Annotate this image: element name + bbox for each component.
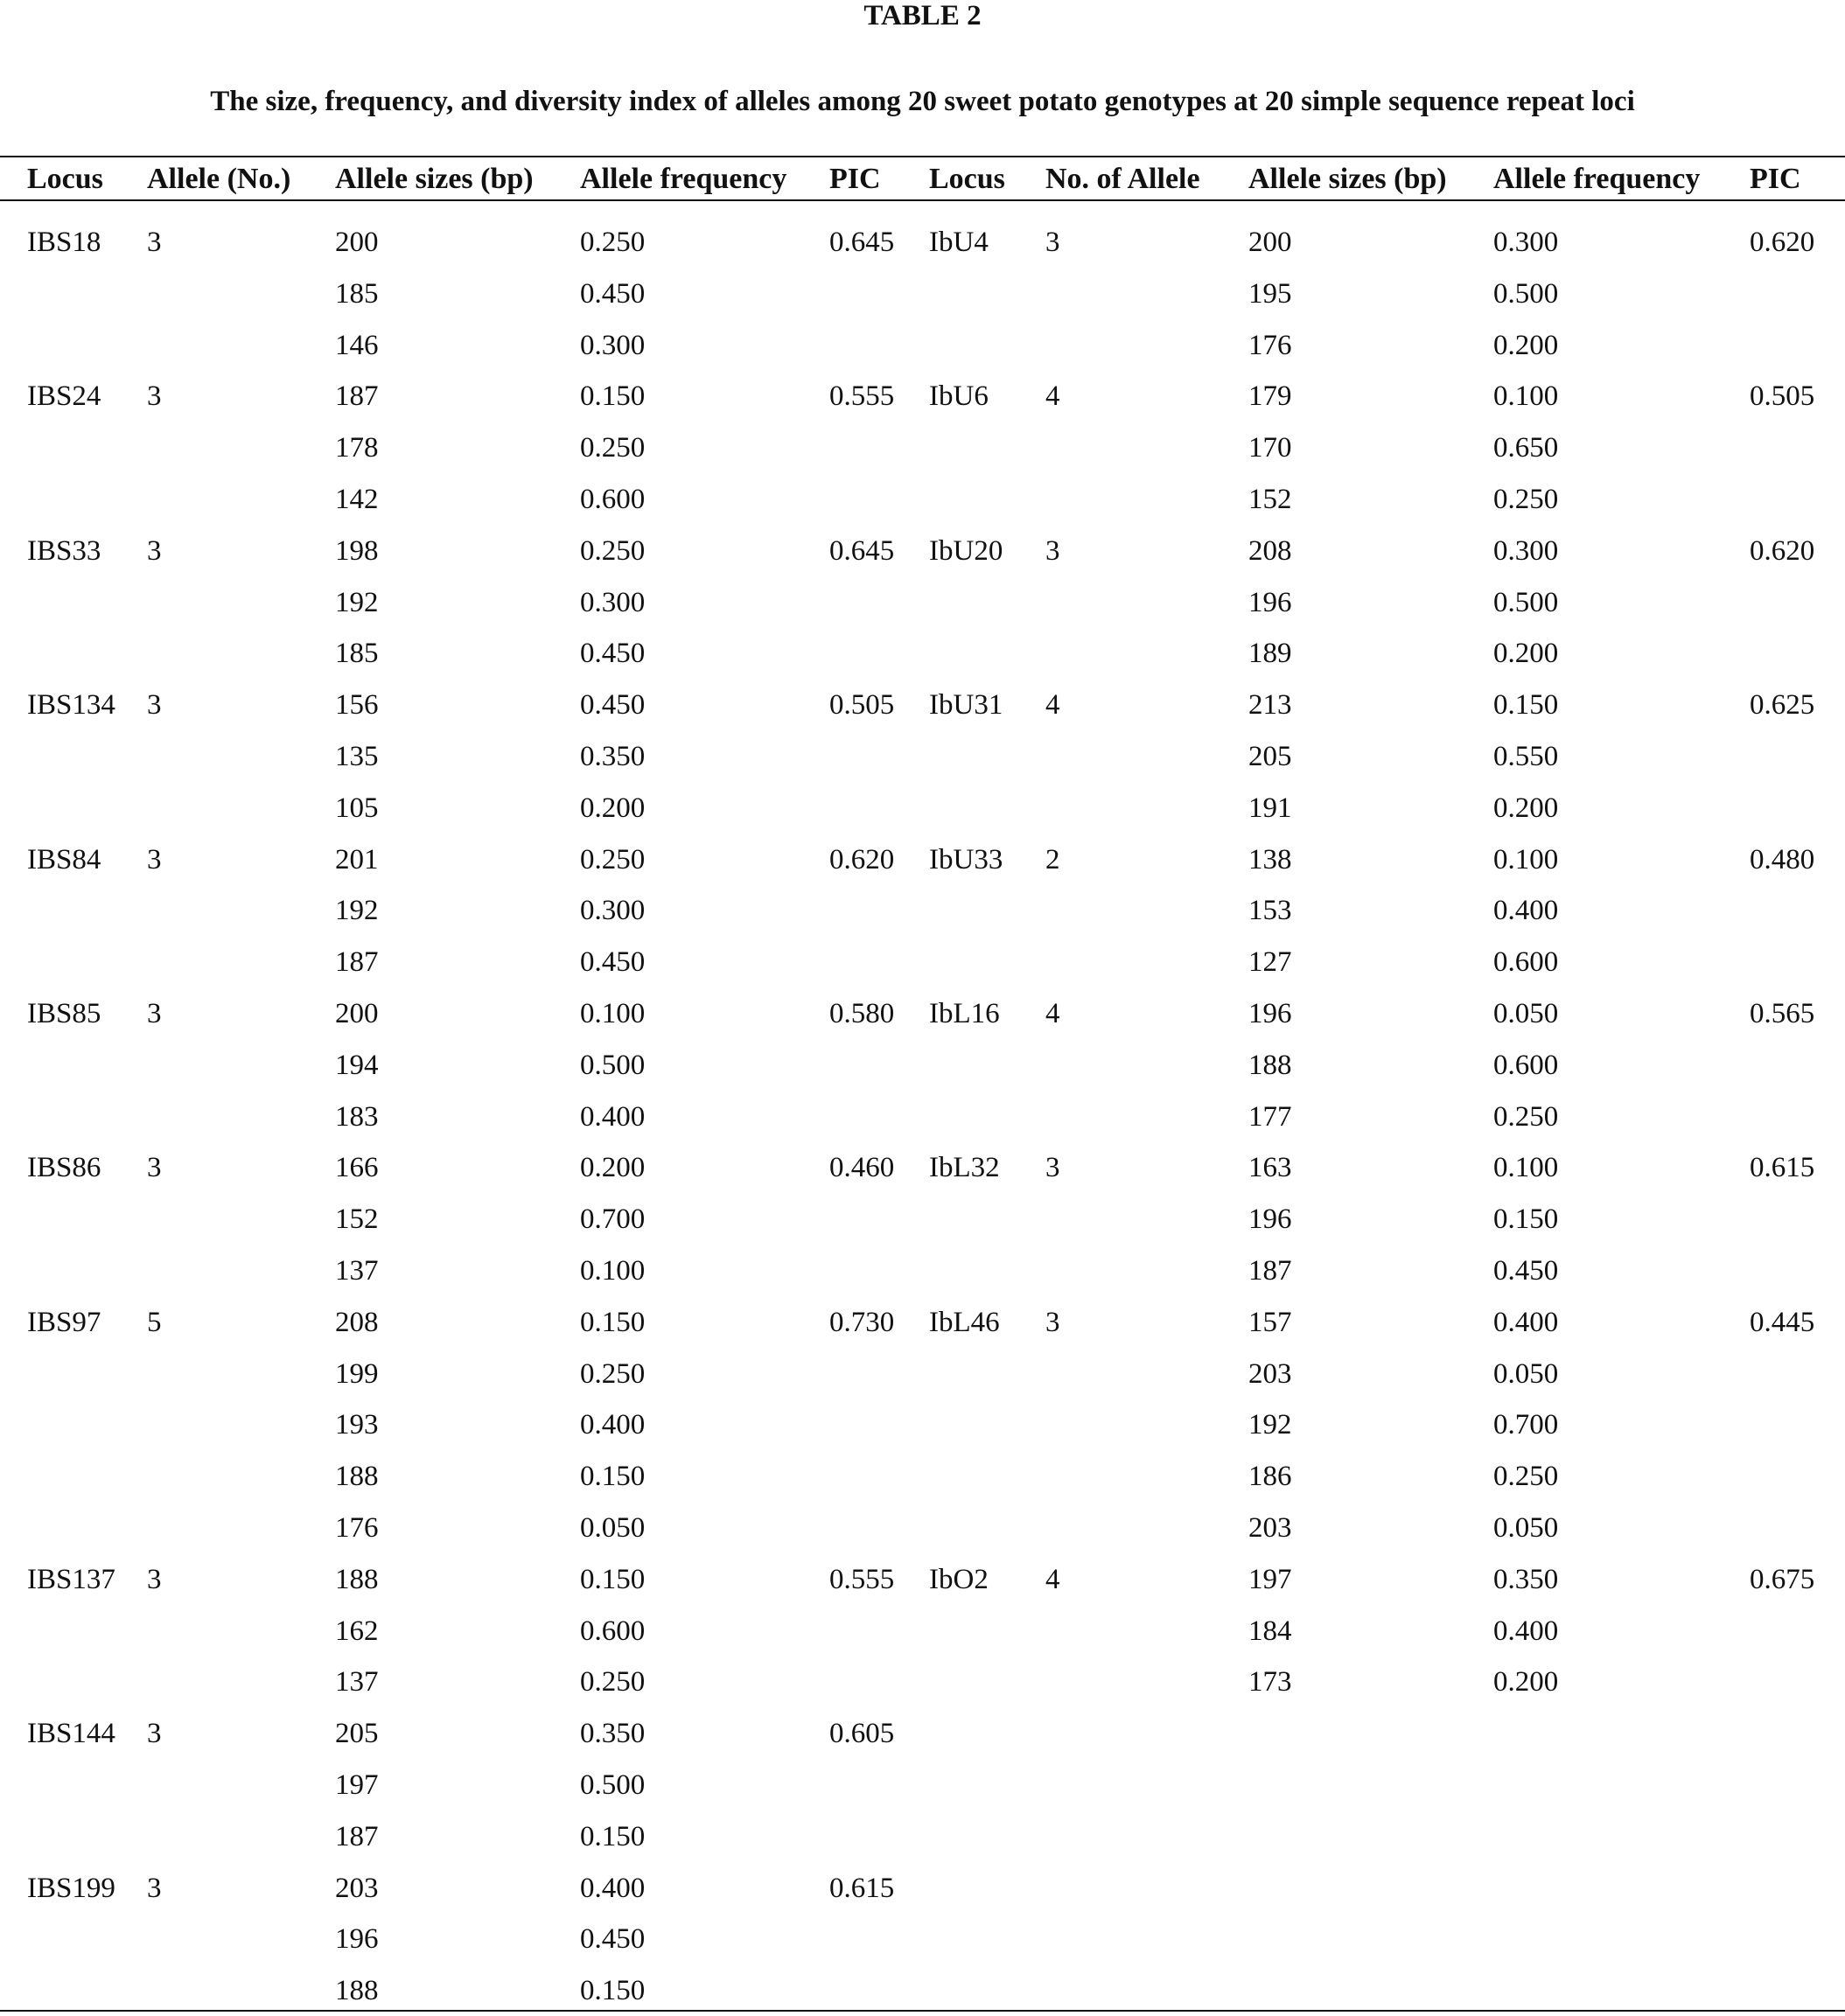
cell-locus: IBS85 — [27, 998, 101, 1029]
cell-allele-frequency: 0.600 — [580, 484, 646, 515]
cell-allele-size: 208 — [335, 1306, 379, 1338]
cell-allele-size: 199 — [335, 1357, 379, 1390]
cell-allele-size-2: 188 — [1248, 1049, 1292, 1081]
cell-locus: IBS97 — [27, 1306, 101, 1338]
cell-allele-size: 185 — [335, 277, 379, 310]
cell-locus: IBS24 — [27, 380, 101, 413]
header-allele-frequency-2: Allele frequency — [1493, 163, 1701, 195]
cell-allele-frequency: 0.100 — [580, 998, 646, 1029]
cell-allele-size: 188 — [335, 1461, 379, 1493]
cell-allele-size: 166 — [335, 1152, 379, 1184]
cell-allele-frequency-2: 0.200 — [1493, 638, 1559, 670]
cell-allele-frequency: 0.050 — [580, 1512, 646, 1544]
cell-allele-size-2: 196 — [1248, 1203, 1292, 1236]
cell-allele-frequency: 0.500 — [580, 1049, 646, 1081]
cell-allele-frequency-2: 0.350 — [1493, 1563, 1559, 1595]
cell-pic: 0.645 — [829, 534, 895, 567]
cell-pic-2: 0.480 — [1750, 843, 1815, 875]
cell-allele-no: 3 — [147, 1152, 162, 1184]
cell-pic: 0.730 — [829, 1306, 895, 1338]
cell-allele-no: 3 — [147, 534, 162, 567]
cell-allele-size-2: 195 — [1248, 277, 1292, 310]
cell-allele-size-2: 138 — [1248, 843, 1292, 875]
cell-allele-frequency-2: 0.600 — [1493, 1049, 1559, 1081]
cell-allele-size-2: 187 — [1248, 1255, 1292, 1287]
cell-no-of-allele: 4 — [1045, 1563, 1060, 1595]
cell-no-of-allele: 3 — [1045, 1306, 1060, 1338]
cell-allele-size-2: 153 — [1248, 895, 1292, 927]
cell-allele-size: 188 — [335, 1563, 379, 1595]
cell-locus-2: IbU31 — [929, 689, 1003, 722]
cell-allele-frequency: 0.250 — [580, 227, 646, 258]
cell-pic: 0.555 — [829, 380, 895, 413]
cell-allele-no: 3 — [147, 380, 162, 413]
cell-allele-size-2: 189 — [1248, 638, 1292, 670]
cell-allele-size: 137 — [335, 1666, 379, 1699]
cell-pic: 0.605 — [829, 1718, 895, 1750]
cell-allele-frequency: 0.350 — [580, 741, 646, 772]
cell-pic: 0.620 — [829, 843, 895, 875]
cell-pic: 0.645 — [829, 227, 895, 258]
cell-allele-size-2: 203 — [1248, 1512, 1292, 1544]
cell-allele-size: 162 — [335, 1615, 379, 1647]
cell-allele-frequency: 0.250 — [580, 534, 646, 567]
cell-allele-size: 187 — [335, 380, 379, 413]
cell-allele-size-2: 203 — [1248, 1357, 1292, 1390]
cell-allele-frequency-2: 0.400 — [1493, 895, 1559, 927]
cell-allele-frequency-2: 0.150 — [1493, 1203, 1559, 1236]
table-label: TABLE 2 — [863, 0, 982, 31]
cell-allele-size-2: 186 — [1248, 1461, 1292, 1493]
cell-allele-frequency-2: 0.300 — [1493, 227, 1559, 258]
cell-allele-frequency-2: 0.500 — [1493, 586, 1559, 618]
cell-allele-size-2: 191 — [1248, 792, 1292, 824]
cell-allele-frequency: 0.450 — [580, 689, 646, 722]
cell-allele-no: 3 — [147, 843, 162, 875]
cell-allele-frequency: 0.500 — [580, 1769, 646, 1801]
cell-no-of-allele: 3 — [1045, 227, 1060, 258]
cell-allele-frequency-2: 0.400 — [1493, 1615, 1559, 1647]
cell-allele-size-2: 176 — [1248, 329, 1292, 361]
cell-allele-size: 205 — [335, 1718, 379, 1750]
cell-locus: IBS18 — [27, 227, 101, 258]
cell-locus: IBS134 — [27, 689, 115, 722]
cell-allele-frequency: 0.250 — [580, 1666, 646, 1699]
cell-allele-frequency: 0.450 — [580, 277, 646, 310]
cell-allele-frequency: 0.250 — [580, 1357, 646, 1390]
cell-allele-frequency: 0.400 — [580, 1100, 646, 1133]
cell-locus: IBS84 — [27, 843, 101, 875]
cell-allele-size: 152 — [335, 1203, 379, 1236]
cell-allele-size: 201 — [335, 843, 379, 875]
cell-allele-size: 137 — [335, 1255, 379, 1287]
cell-pic-2: 0.615 — [1750, 1152, 1815, 1184]
cell-allele-size: 192 — [335, 586, 379, 618]
cell-allele-frequency-2: 0.600 — [1493, 946, 1559, 979]
cell-allele-no: 3 — [147, 1563, 162, 1595]
cell-pic: 0.580 — [829, 998, 895, 1029]
cell-allele-no: 3 — [147, 1872, 162, 1904]
cell-allele-size: 178 — [335, 432, 379, 464]
cell-allele-size-2: 184 — [1248, 1615, 1292, 1647]
cell-pic-2: 0.565 — [1750, 998, 1815, 1029]
cell-allele-size: 192 — [335, 895, 379, 927]
cell-allele-frequency-2: 0.500 — [1493, 277, 1559, 310]
cell-allele-size-2: 205 — [1248, 741, 1292, 772]
cell-allele-size-2: 152 — [1248, 484, 1292, 515]
cell-locus-2: IbU6 — [929, 380, 989, 413]
header-allele-sizes: Allele sizes (bp) — [335, 163, 534, 195]
cell-allele-size-2: 163 — [1248, 1152, 1292, 1184]
cell-locus: IBS199 — [27, 1872, 115, 1904]
cell-allele-frequency-2: 0.050 — [1493, 1512, 1559, 1544]
cell-pic: 0.555 — [829, 1563, 895, 1595]
cell-allele-frequency-2: 0.050 — [1493, 1357, 1559, 1390]
cell-allele-no: 3 — [147, 1718, 162, 1750]
cell-allele-frequency: 0.150 — [580, 1306, 646, 1338]
cell-locus-2: IbU20 — [929, 534, 1003, 567]
cell-allele-size: 198 — [335, 534, 379, 567]
cell-allele-size: 200 — [335, 998, 379, 1029]
cell-no-of-allele: 4 — [1045, 998, 1060, 1029]
cell-allele-frequency-2: 0.450 — [1493, 1255, 1559, 1287]
header-allele-no: Allele (No.) — [147, 163, 291, 195]
cell-allele-frequency-2: 0.700 — [1493, 1409, 1559, 1441]
cell-locus-2: IbU33 — [929, 843, 1003, 875]
cell-allele-size: 185 — [335, 638, 379, 670]
cell-allele-size: 146 — [335, 329, 379, 361]
header-locus: Locus — [27, 163, 103, 195]
cell-locus-2: IbL46 — [929, 1306, 1000, 1338]
header-allele-frequency: Allele frequency — [580, 163, 787, 195]
cell-locus-2: IbL32 — [929, 1152, 1000, 1184]
cell-allele-frequency-2: 0.100 — [1493, 1152, 1559, 1184]
cell-allele-size: 142 — [335, 484, 379, 515]
cell-pic-2: 0.505 — [1750, 380, 1815, 413]
cell-allele-size-2: 196 — [1248, 586, 1292, 618]
cell-allele-size: 105 — [335, 792, 379, 824]
cell-allele-size: 194 — [335, 1049, 379, 1081]
cell-no-of-allele: 2 — [1045, 843, 1060, 875]
cell-no-of-allele: 3 — [1045, 534, 1060, 567]
cell-allele-size: 197 — [335, 1769, 379, 1801]
cell-allele-frequency-2: 0.200 — [1493, 329, 1559, 361]
cell-allele-frequency: 0.150 — [580, 1820, 646, 1852]
cell-allele-no: 3 — [147, 998, 162, 1029]
cell-allele-size-2: 197 — [1248, 1563, 1292, 1595]
cell-pic: 0.615 — [829, 1872, 895, 1904]
cell-pic-2: 0.675 — [1750, 1563, 1815, 1595]
cell-allele-frequency: 0.450 — [580, 946, 646, 979]
cell-pic-2: 0.445 — [1750, 1306, 1815, 1338]
bottom-rule — [0, 2010, 1845, 2012]
cell-allele-frequency: 0.400 — [580, 1872, 646, 1904]
cell-locus: IBS144 — [27, 1718, 115, 1750]
cell-allele-frequency: 0.300 — [580, 586, 646, 618]
cell-allele-frequency: 0.300 — [580, 895, 646, 927]
cell-allele-size-2: 170 — [1248, 432, 1292, 464]
cell-allele-frequency: 0.150 — [580, 1975, 646, 2007]
cell-allele-frequency: 0.450 — [580, 1923, 646, 1956]
cell-allele-frequency-2: 0.550 — [1493, 741, 1559, 772]
cell-allele-frequency: 0.200 — [580, 1152, 646, 1184]
header-allele-sizes-2: Allele sizes (bp) — [1248, 163, 1447, 195]
cell-pic: 0.505 — [829, 689, 895, 722]
cell-allele-frequency: 0.150 — [580, 1563, 646, 1595]
cell-allele-frequency: 0.400 — [580, 1409, 646, 1441]
cell-no-of-allele: 3 — [1045, 1152, 1060, 1184]
cell-pic-2: 0.625 — [1750, 689, 1815, 722]
cell-allele-size: 196 — [335, 1923, 379, 1956]
cell-allele-frequency-2: 0.650 — [1493, 432, 1559, 464]
header-pic: PIC — [829, 163, 881, 195]
cell-allele-size-2: 208 — [1248, 534, 1292, 567]
cell-allele-frequency-2: 0.300 — [1493, 534, 1559, 567]
header-no-of-allele: No. of Allele — [1045, 163, 1200, 195]
cell-allele-frequency-2: 0.100 — [1493, 380, 1559, 413]
cell-allele-size: 200 — [335, 227, 379, 258]
cell-allele-size-2: 157 — [1248, 1306, 1292, 1338]
cell-allele-frequency: 0.450 — [580, 638, 646, 670]
cell-allele-frequency: 0.150 — [580, 380, 646, 413]
cell-allele-frequency-2: 0.150 — [1493, 689, 1559, 722]
cell-allele-frequency-2: 0.200 — [1493, 1666, 1559, 1699]
cell-allele-frequency: 0.200 — [580, 792, 646, 824]
cell-locus-2: IbO2 — [929, 1563, 989, 1595]
cell-locus: IBS137 — [27, 1563, 115, 1595]
table-caption: The size, frequency, and diversity index of alleles among 20 sweet potato genotypes at 20 simple sequence repeat loci — [210, 86, 1635, 117]
cell-allele-frequency-2: 0.200 — [1493, 792, 1559, 824]
cell-allele-frequency-2: 0.250 — [1493, 1461, 1559, 1493]
cell-allele-size-2: 127 — [1248, 946, 1292, 979]
cell-allele-size: 156 — [335, 689, 379, 722]
cell-allele-frequency: 0.300 — [580, 329, 646, 361]
cell-pic: 0.460 — [829, 1152, 895, 1184]
cell-allele-size: 187 — [335, 946, 379, 979]
cell-no-of-allele: 4 — [1045, 380, 1060, 413]
cell-allele-size: 135 — [335, 741, 379, 772]
cell-allele-size-2: 213 — [1248, 689, 1292, 722]
cell-allele-no: 3 — [147, 689, 162, 722]
cell-allele-frequency: 0.100 — [580, 1255, 646, 1287]
cell-allele-frequency-2: 0.400 — [1493, 1306, 1559, 1338]
cell-allele-size: 183 — [335, 1100, 379, 1133]
cell-allele-size-2: 192 — [1248, 1409, 1292, 1441]
cell-allele-frequency: 0.350 — [580, 1718, 646, 1750]
cell-allele-size: 188 — [335, 1975, 379, 2007]
cell-allele-frequency: 0.150 — [580, 1461, 646, 1493]
cell-allele-size-2: 177 — [1248, 1100, 1292, 1133]
cell-allele-size: 176 — [335, 1512, 379, 1544]
cell-allele-size-2: 179 — [1248, 380, 1292, 413]
cell-locus-2: IbL16 — [929, 998, 1000, 1029]
cell-locus: IBS33 — [27, 534, 101, 567]
cell-locus-2: IbU4 — [929, 227, 989, 258]
header-locus-2: Locus — [929, 163, 1005, 195]
cell-allele-no: 3 — [147, 227, 162, 258]
cell-allele-frequency: 0.250 — [580, 432, 646, 464]
cell-pic-2: 0.620 — [1750, 534, 1815, 567]
cell-allele-frequency: 0.600 — [580, 1615, 646, 1647]
cell-allele-frequency-2: 0.250 — [1493, 484, 1559, 515]
cell-no-of-allele: 4 — [1045, 689, 1060, 722]
header-pic-2: PIC — [1750, 163, 1801, 195]
cell-allele-frequency-2: 0.100 — [1493, 843, 1559, 875]
cell-allele-frequency: 0.700 — [580, 1203, 646, 1236]
cell-allele-no: 5 — [147, 1306, 162, 1338]
cell-allele-size-2: 173 — [1248, 1666, 1292, 1699]
cell-pic-2: 0.620 — [1750, 227, 1815, 258]
cell-allele-frequency-2: 0.250 — [1493, 1100, 1559, 1133]
cell-allele-size: 193 — [335, 1409, 379, 1441]
cell-allele-size: 187 — [335, 1820, 379, 1852]
cell-locus: IBS86 — [27, 1152, 101, 1184]
cell-allele-size: 203 — [335, 1872, 379, 1904]
cell-allele-size-2: 200 — [1248, 227, 1292, 258]
cell-allele-frequency: 0.250 — [580, 843, 646, 875]
cell-allele-size-2: 196 — [1248, 998, 1292, 1029]
cell-allele-frequency-2: 0.050 — [1493, 998, 1559, 1029]
